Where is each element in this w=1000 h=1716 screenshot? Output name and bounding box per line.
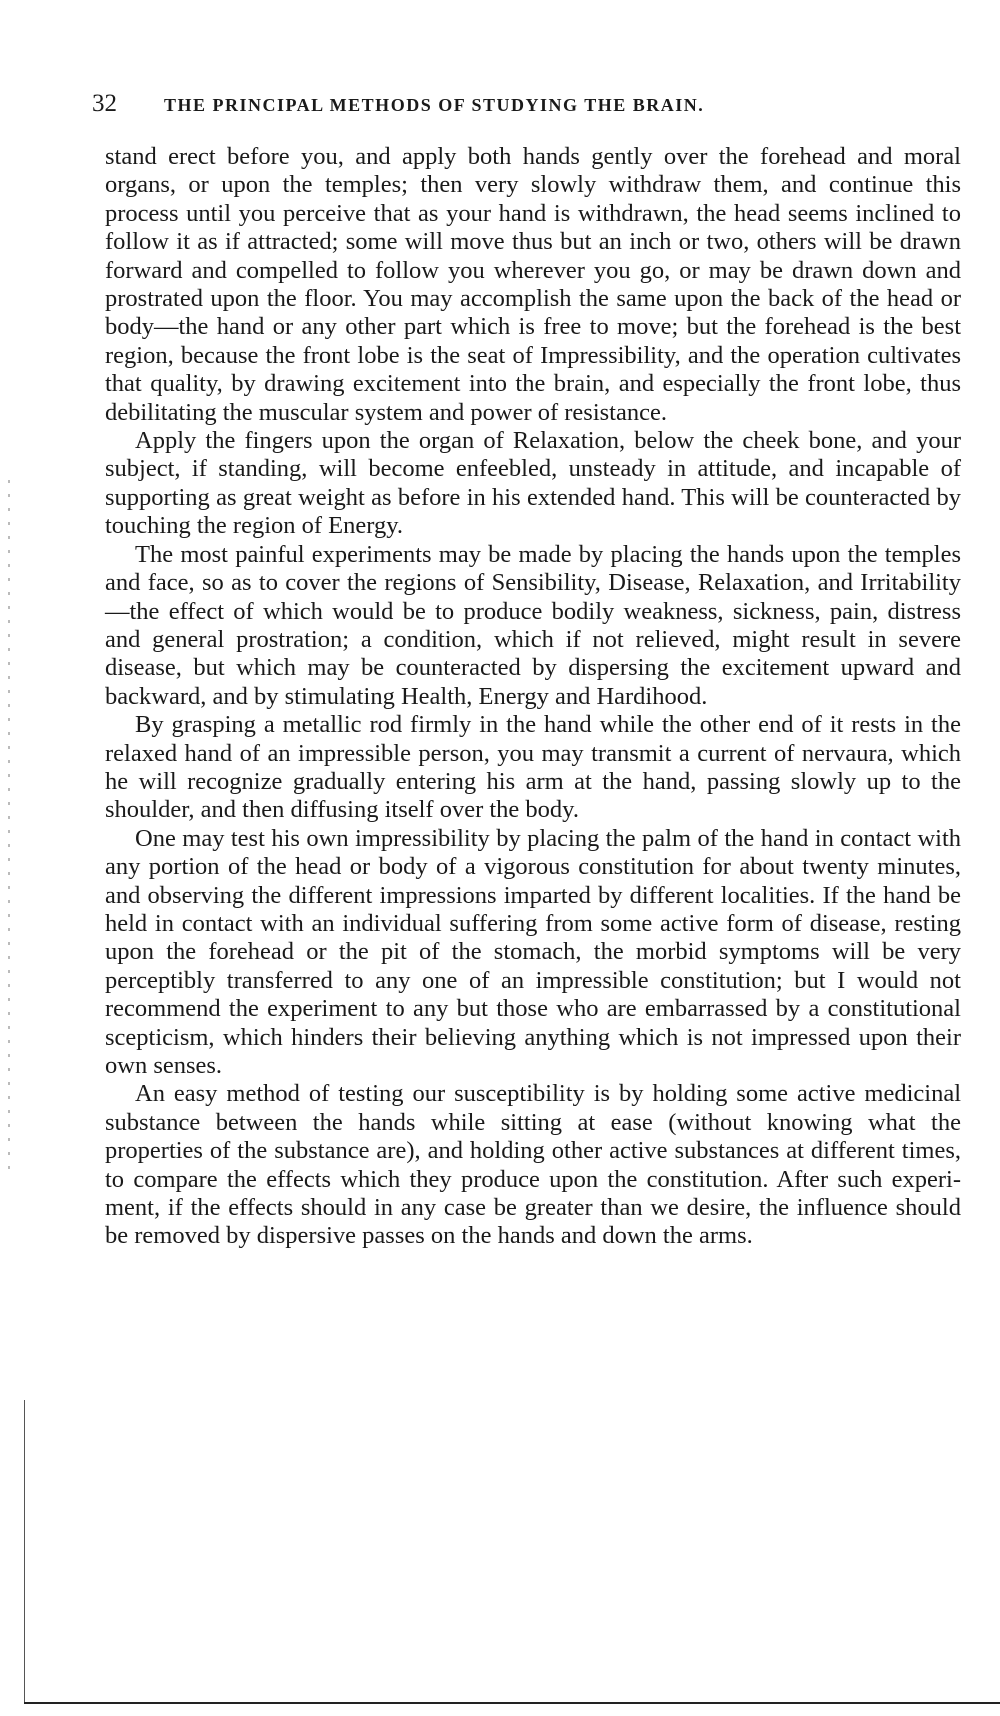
page-header — [92, 90, 902, 120]
page-edge-line — [24, 1400, 25, 1704]
paragraph-5: One may test his own impressibility by placing the palm of the hand in contact with any portion of the head or body of a vigorous constitution for about twenty minutes, and observing the different impressions imparted by different localities. If the hand be held in contact with an individual suffering from some active form of disease, resting upon the forehead or the pit of the stomach, the morbid symptoms will be very perceptibly transferred to any one of an impressible constitution; but I would not recommend the experiment to any but those who are embarrassed by a constitutional scepticism, which hinders their believing anything which is not impressed upon their own senses. — [105, 824, 961, 1079]
paragraph-1: stand erect before you, and apply both hands gently over the forehead and moral organs, or upon the temples; then very slowly withdraw them, and continue this process until you perceive that as your hand is withdrawn, the head seems inclined to follow it as if attracted; some will move thus but an inch or two, others will be drawn forward and compelled to follow you wherever you go, or may be drawn down and prostrated upon the floor. You may accomplish the same upon the back of the head or body—the hand or any other part which is free to move; but the forehead is the best region, because the front lobe is the seat of Impressibility, and the operation cultivates that quality, by drawing excitement into the brain, and especially the front lobe, thus debilitating the muscular system and power of resistance. — [105, 143, 961, 426]
paragraph-4: By grasping a metallic rod firmly in the hand while the other end of it rests in the relaxed hand of an impressible person, you may transmit a current of nervaura, which he will recognize gradually entering his arm at the hand, passing slowly up to the shoulder, and then diffusing itself over the body. — [105, 711, 961, 824]
running-title: THE PRINCIPAL METHODS OF STUDYING THE BRAIN. — [164, 95, 705, 115]
paragraph-6: An easy method of testing our susceptibility is by holding some active medicinal substance between the hands while sitting at ease (without knowing what the properties of the substance are), and holding other active substances at different times, to compare the effects which they produce upon the constitution. After such experiment, if the effects should in any case be greater than we desire, the influence should be removed by dispersive passes on the hands and down the arms. — [105, 1080, 961, 1250]
page-number: 32 — [92, 90, 117, 117]
paragraph-2: Apply the fingers upon the organ of Relaxation, below the cheek bone, and your subject, if standing, will become enfeebled, unsteady in attitude, and incapable of supporting as great weight as before in his extended hand. This will be counteracted by touching the region of Energy. — [105, 427, 961, 540]
paragraph-3: The most painful experiments may be made by placing the hands upon the temples and face, so as to cover the regions of Sensibility, Disease, Relaxation, and Irritability—the effect of which would be to produce bodily weakness, sickness, pain, distress and general prostration; a condition, which if not relieved, might result in severe disease, but which may be counteracted by dispersing the excitement upward and backward, and by stimulating Health, Energy and Hardihood. — [105, 540, 961, 710]
bottom-rule — [24, 1702, 1000, 1704]
body-text — [105, 143, 961, 1251]
margin-scan-artifact — [8, 480, 10, 1180]
